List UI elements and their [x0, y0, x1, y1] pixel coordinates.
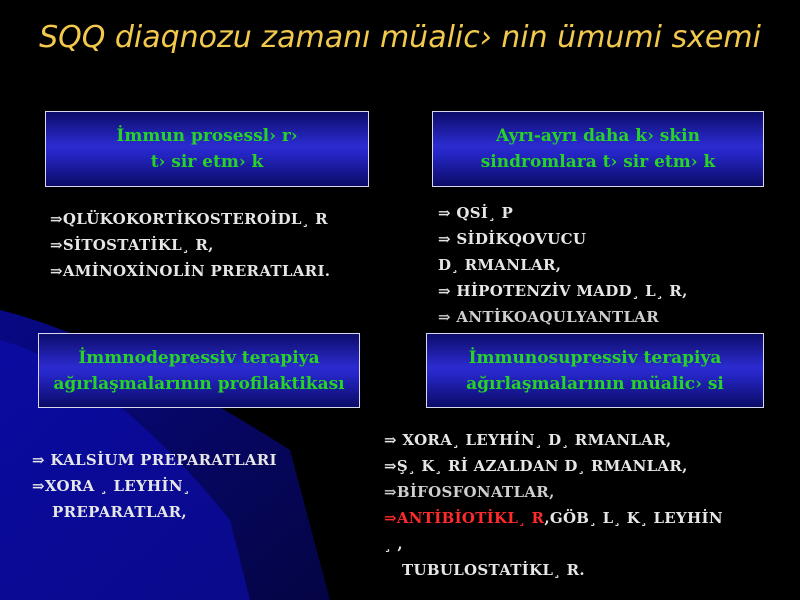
box-separate-syndromes — [432, 111, 764, 187]
box-separate-syndromes-line1: Ayrı-ayrı daha k› skin — [496, 126, 700, 146]
list-item: ⇒ KALSİUM PREPARATLARI — [32, 451, 277, 469]
box-immunodepressive-line2: ağırlaşmalarının profilaktikası — [53, 373, 345, 394]
list-item: ¸ , — [384, 535, 403, 553]
list-item: ⇒ XORA¸ LEYHİN¸ D¸ RMANLAR, — [384, 431, 672, 449]
box-immune-processes-line1: İmmun prosessl› r› — [116, 126, 298, 146]
list-item: ⇒AMİNOXİNOLİN PRERATLARI. — [50, 262, 331, 280]
box-separate-syndromes-line2: sindromlara t› sir etm› k — [480, 152, 716, 172]
list-item: ⇒XORA ¸ LEYHİN¸ — [32, 477, 191, 495]
list-item: ⇒ SİDİKQOVUCU — [438, 230, 587, 248]
list-syndrome-drugs — [438, 200, 688, 330]
list-item: ⇒ HİPOTENZİV MADD¸ L¸ R, — [438, 282, 688, 300]
list-item: TUBULOSTATİKL¸ R. — [402, 561, 585, 579]
list-item-continuation: ,GÖB¸ L¸ K¸ LEYHİN — [544, 509, 723, 527]
list-prophylaxis-drugs — [32, 447, 277, 525]
list-item — [384, 505, 723, 531]
box-immune-processes-line2: t› sir etm› k — [150, 152, 264, 172]
box-immunodepressive-prophylaxis — [38, 333, 360, 408]
box-immunosuppressive-line1: İmmunosupressiv terapiya — [468, 347, 722, 368]
list-treatment-drugs — [384, 427, 723, 583]
antibiotics-red-text: ⇒ANTİBİOTİKL¸ R — [384, 509, 545, 527]
list-item: ⇒ ANTİKOAQULYANTLAR — [438, 308, 660, 326]
list-item: ⇒BİFOSFONATLAR, — [384, 483, 555, 501]
list-immune-drugs — [50, 206, 330, 284]
list-item: ⇒Ş¸ K¸ Rİ AZALDAN D¸ RMANLAR, — [384, 457, 688, 475]
list-item: ⇒QLÜKOKORTİKOSTEROİDL¸ R — [50, 210, 328, 228]
list-item: ⇒SİTOSTATİKL¸ R, — [50, 236, 214, 254]
list-item: ⇒ QSİ¸ P — [438, 204, 514, 222]
box-immunosuppressive-line2: ağırlaşmalarının müalic› si — [466, 373, 724, 394]
box-immune-processes — [45, 111, 369, 187]
slide-title: SQQ diaqnozu zamanı müalic› nin ümumi sxemi — [39, 20, 761, 55]
box-immunodepressive-line1: İmmnodepressiv terapiya — [78, 347, 320, 368]
list-item: PREPARATLAR, — [52, 503, 187, 521]
box-immunosuppressive-treatment — [426, 333, 764, 408]
list-item: D¸ RMANLAR, — [438, 256, 562, 274]
